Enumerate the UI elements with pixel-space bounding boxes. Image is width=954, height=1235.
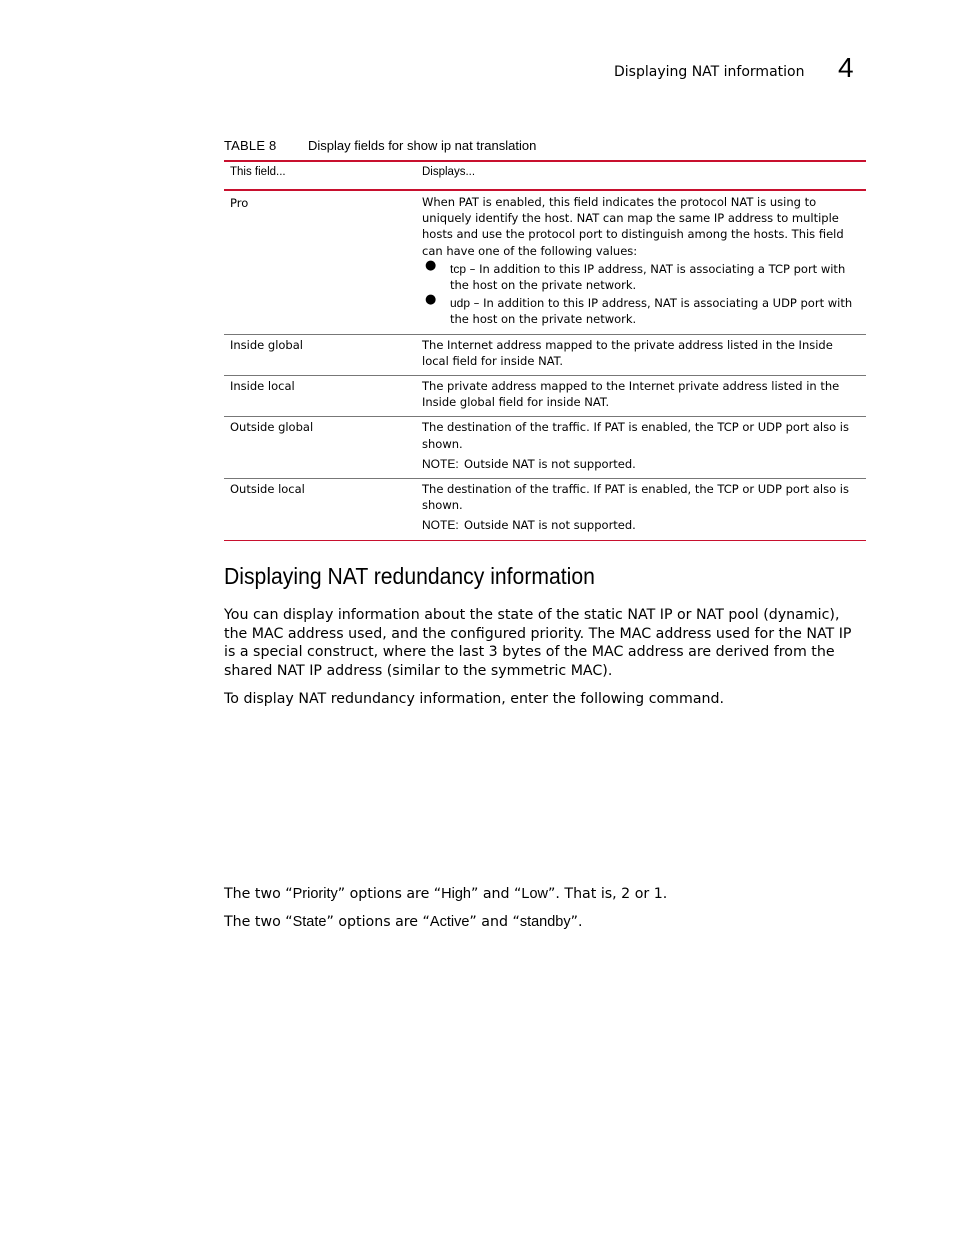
field-name: Pro: [230, 196, 249, 210]
keyword: Low: [521, 886, 549, 902]
value-text: – In addition to this IP address, NAT is associating a TCP port with the host on the private network.: [450, 261, 846, 293]
description-text: The destination of the traffic. If PAT is enabled, the TCP or UDP port also is shown.: [422, 420, 849, 451]
bullet-icon: ●: [425, 257, 437, 273]
keyword: Active: [429, 914, 470, 930]
text: ” and “: [469, 914, 520, 930]
note: [422, 517, 860, 533]
field-name: Outside global: [230, 420, 314, 435]
value-keyword: udp: [450, 296, 471, 311]
note-label: NOTE:: [422, 518, 459, 533]
priority-options-paragraph: [224, 885, 864, 904]
table-row: [224, 417, 866, 479]
table-header-row: [224, 161, 866, 190]
intro-paragraph: You can display information about the state of the static NAT IP or NAT pool (dynamic), the MAC address used, and the configured priority. The MAC address used for the NAT IP is a special construct, where the last 3 bytes of the MAC address are derived from the shared NAT IP address (similar to the symmetric MAC).: [224, 607, 852, 679]
table-row: [224, 376, 866, 417]
text: The two “: [224, 914, 293, 930]
section-heading: Displaying NAT redundancy information: [224, 563, 595, 589]
note-text: Outside NAT is not supported.: [464, 456, 636, 471]
note-text: Outside NAT is not supported.: [464, 518, 636, 533]
table-row: [224, 334, 866, 375]
field-description: [416, 190, 866, 334]
description-text: When PAT is enabled, this field indicates the protocol NAT is using to uniquely identify the host. NAT can map the same IP address to multiple hosts and use the protocol port to distinguish among the hosts. This field can have one of the following values:: [422, 195, 844, 258]
field-name: Inside global: [230, 337, 303, 352]
text: ”. That is, 2 or 1.: [548, 886, 668, 902]
list-item: [422, 292, 860, 327]
running-head: Displaying NAT information: [614, 64, 805, 80]
field-description: The Internet address mapped to the private address listed in the Inside local field for inside NAT.: [422, 337, 833, 368]
text: ” and “: [471, 886, 522, 902]
value-list: [422, 257, 860, 328]
table-row: [224, 479, 866, 541]
bullet-icon: ●: [425, 292, 437, 308]
description-text: The destination of the traffic. If PAT is enabled, the TCP or UDP port also is shown.: [422, 482, 849, 513]
keyword: High: [441, 886, 471, 902]
text: ”.: [570, 914, 583, 930]
list-item: [422, 257, 860, 293]
value-text: – In addition to this IP address, NAT is associating a UDP port with the host on the private network.: [450, 296, 853, 327]
table-row: [224, 190, 866, 334]
keyword: standby: [519, 914, 571, 930]
note-label: NOTE:: [422, 456, 459, 471]
field-description: [416, 479, 866, 541]
fields-table: [224, 160, 866, 541]
field-description: [416, 417, 866, 479]
value-keyword: tcp: [450, 261, 467, 276]
keyword: Priority: [292, 886, 338, 902]
column-header-displays: Displays...: [422, 166, 476, 178]
note: [422, 456, 860, 472]
table-number: TABLE 8: [224, 138, 277, 153]
column-header-field: This field...: [230, 166, 286, 178]
text: ” options are “: [326, 914, 430, 930]
command-intro-paragraph: To display NAT redundancy information, enter the following command.: [224, 691, 725, 707]
text: ” options are “: [337, 886, 442, 902]
field-name: Inside local: [230, 379, 295, 394]
field-description: The private address mapped to the Internet private address listed in the Inside global field for inside NAT.: [422, 379, 840, 410]
keyword: State: [292, 914, 327, 930]
chapter-number: 4: [838, 52, 854, 83]
field-name: Outside local: [230, 482, 305, 497]
table-title: Display fields for show ip nat translation: [308, 138, 537, 153]
state-options-paragraph: [224, 913, 864, 932]
text: The two “: [224, 886, 293, 902]
